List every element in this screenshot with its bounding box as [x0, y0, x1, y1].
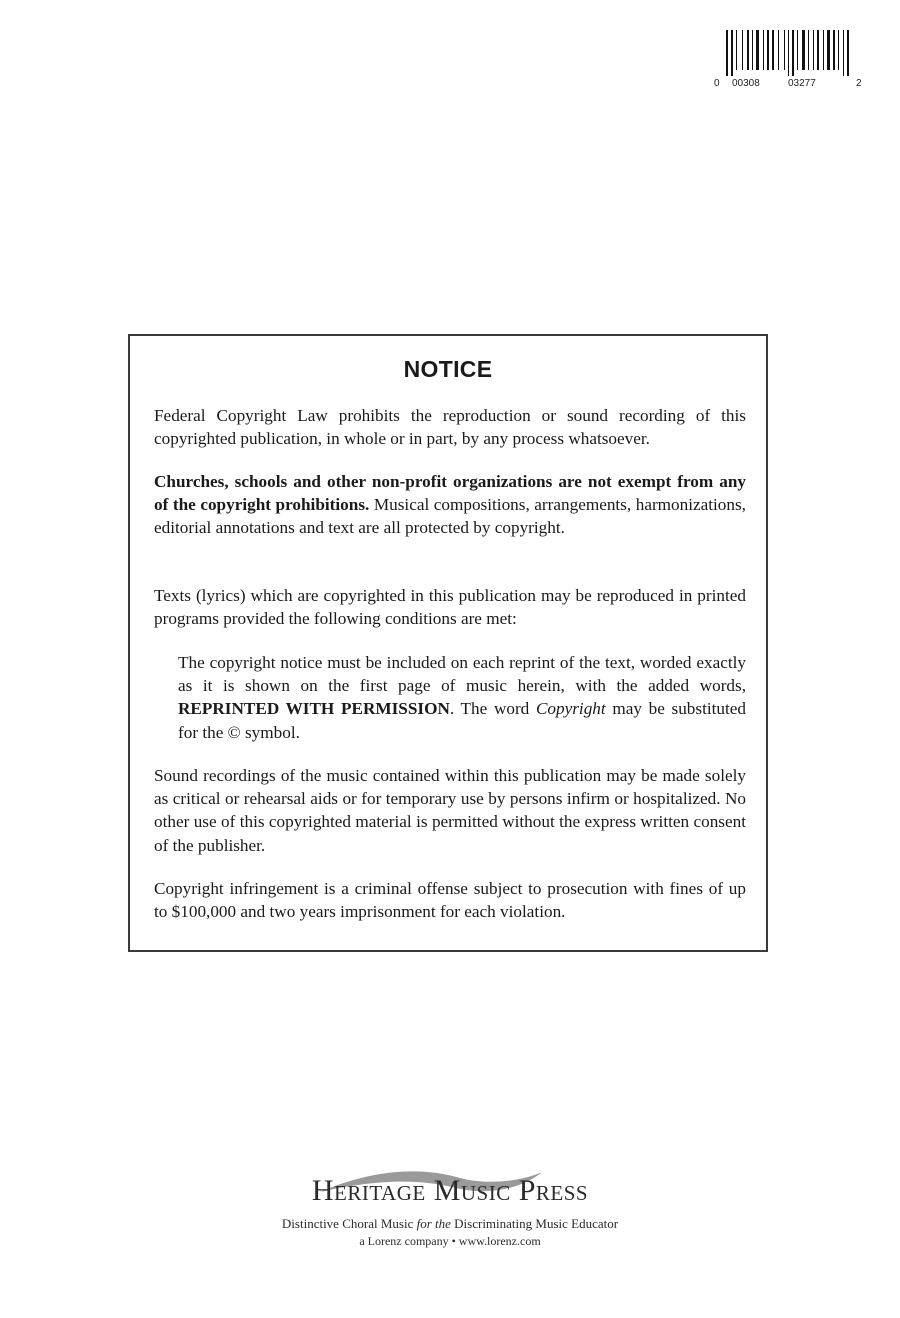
publisher-subline: a Lorenz company • www.lorenz.com [359, 1234, 541, 1248]
barcode-bar [792, 30, 794, 76]
notice-paragraph-recordings: Sound recordings of the music contained within this publication may be made solely as critical or rehearsal aids or for temporary use by persons infirm or hospitalized. No other use of this copyrighted material is permitted without the express written consent of the publisher. [154, 766, 746, 855]
barcode-bar [731, 30, 733, 76]
barcode-bar [833, 30, 835, 70]
barcode-bar [726, 30, 728, 76]
barcode-bar [747, 30, 749, 70]
barcode-bar [752, 30, 753, 70]
barcode-bar [823, 30, 824, 70]
barcode-bar [778, 30, 779, 70]
barcode-bar [767, 30, 769, 70]
barcode-first-digit: 0 [714, 78, 720, 89]
protected-works-text: Musical compositions, arrangements, harmonizations, editorial annotations and text are all protected by copyright. [154, 495, 746, 538]
barcode-group-2: 03277 [788, 78, 816, 89]
barcode-bar [838, 30, 839, 70]
notice-paragraph-infringement: Copyright infringement is a criminal offense subject to prosecution with fines of up to $100,000 and two years imprisonment for each violation. [154, 879, 746, 922]
copyright-notice-box [128, 334, 768, 952]
reprint-text-c: may be substituted for the © symbol. [178, 699, 747, 742]
barcode-bar [756, 30, 759, 70]
publisher-footer [230, 1160, 670, 1260]
reprint-text-b: . The word [449, 699, 536, 719]
barcode-bar [788, 30, 789, 76]
notice-paragraph-reprint-conditions [178, 651, 746, 744]
barcode-bar [813, 30, 814, 70]
barcode-bar [847, 30, 849, 76]
barcode-bar [802, 30, 805, 70]
publisher-tagline [230, 1216, 670, 1232]
tagline-text-a: Distinctive Choral Music [281, 1216, 417, 1231]
notice-title: NOTICE [403, 356, 493, 382]
reprinted-with-permission: REPRINTED WITH PERMISSION [178, 699, 450, 719]
barcode-bar [843, 30, 844, 76]
exemption-statement: Churches, schools and other non-profit organizations are not exempt from any of the copyright prohibitions. [154, 472, 746, 515]
publisher-name: Heritage Music Press [311, 1174, 589, 1207]
reprint-text-a: The copyright notice must be included on each reprint of the text, worded exactly as it is shown on the first page of music herein, with the added words, [178, 653, 746, 696]
barcode-bars [710, 30, 870, 78]
barcode-bar [827, 30, 830, 70]
barcode-bar [742, 30, 743, 70]
barcode-bar [772, 30, 774, 70]
notice-paragraph-law: Federal Copyright Law prohibits the reproduction or sound recording of this copyrighted publication, in whole or in part, by any process whatsoever. [154, 406, 746, 449]
tagline-text-b: Discriminating Music Educator [450, 1216, 619, 1231]
barcode-bar [736, 30, 737, 70]
barcode-last-digit: 2 [856, 78, 862, 89]
barcode-bar [817, 30, 819, 70]
copyright-word: Copyright [535, 699, 606, 719]
barcode [710, 30, 870, 94]
tagline-italic: for the [416, 1216, 451, 1231]
barcode-bar [797, 30, 798, 70]
notice-paragraph-lyrics: Texts (lyrics) which are copyrighted in this publication may be reproduced in printed programs provided the following conditions are met: [154, 586, 746, 629]
barcode-group-1: 00308 [732, 78, 760, 89]
barcode-bar [784, 30, 785, 70]
barcode-bar [763, 30, 764, 70]
notice-paragraph-exemptions [154, 470, 746, 540]
barcode-bar [808, 30, 809, 70]
barcode-digits [710, 78, 870, 92]
